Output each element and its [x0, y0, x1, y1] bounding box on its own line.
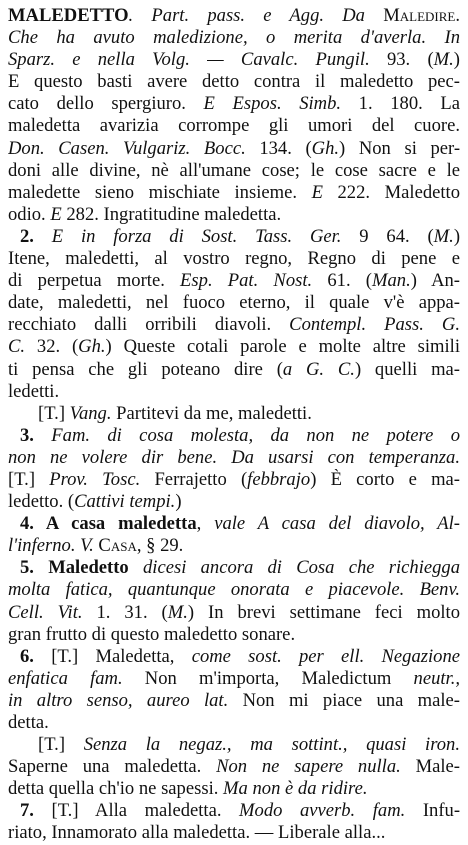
text-run: Partitevi da me, maledetti.	[111, 402, 312, 424]
italic-text: Prov. Tosc.	[49, 468, 141, 490]
text-line	[8, 756, 460, 778]
text-run: )	[175, 491, 182, 513]
italic-text: Sparz. e nella Volg. — Cavalc. Pungil.	[8, 49, 370, 71]
bold-term: 7.	[20, 800, 52, 822]
text-run: [T.] Alla maledetta.	[51, 800, 240, 822]
text-run: Saperne una maledetta.	[8, 756, 217, 778]
text-run: ) Queste cotali parole e molte altre simili	[105, 336, 460, 358]
italic-text: Vang.	[69, 402, 112, 424]
text-run: date, maledetti, nel fuoco eterno, il quale v'è appa-	[8, 292, 460, 314]
italic-text: M.	[433, 225, 454, 247]
italic-text: vale A casa del diavolo, Al-	[214, 513, 460, 535]
text-run: 1. 180. La	[341, 93, 460, 115]
text-line	[8, 93, 460, 115]
text-run: [T.]	[8, 468, 50, 490]
text-line	[8, 535, 460, 557]
text-run: ti pensa che gli poteano dire (	[8, 358, 283, 380]
text-line	[8, 734, 460, 756]
text-line	[8, 822, 460, 844]
text-run: detta quella ch'io ne sapessi.	[8, 778, 224, 800]
text-line	[8, 668, 460, 690]
text-run: 1. 31. (	[82, 601, 168, 623]
text-run: detta.	[8, 712, 49, 733]
italic-text: E Espos. Simb.	[203, 93, 342, 115]
text-run: Non m'importa, Maledictum	[122, 667, 414, 689]
text-run: ) quelli ma-	[354, 358, 460, 380]
italic-text: M.	[167, 601, 188, 623]
text-line	[8, 513, 460, 535]
italic-text: non ne volere dir bene. Da usarsi con temperanza.	[8, 446, 460, 468]
dictionary-entry-maledetto	[8, 5, 460, 845]
text-line	[8, 557, 460, 579]
text-run: 61. (	[312, 270, 372, 292]
text-line	[8, 314, 460, 336]
text-run: 134. (	[245, 137, 312, 159]
text-run: Itene, maledetti, al vostro regno, Regno di pene e	[8, 248, 460, 270]
italic-text: . Part. pass. e Agg. Da	[128, 5, 384, 26]
italic-text: Contempl. Pass. G.	[289, 314, 460, 336]
bold-term: MALEDETTO	[8, 5, 129, 26]
text-line	[8, 602, 460, 624]
text-run: Non mi piace una male-	[228, 689, 460, 711]
italic-text: Cattivi tempi.	[74, 491, 176, 513]
italic-text: Gh.	[78, 336, 106, 358]
text-run: , § 29.	[136, 535, 184, 557]
italic-text: Don. Casen. Vulgariz. Bocc.	[8, 137, 246, 159]
text-run: Infu-	[405, 800, 460, 822]
text-line	[8, 5, 460, 27]
text-line	[8, 49, 460, 71]
text-line	[8, 469, 460, 491]
text-run: maledetta avarizia corrompe gli umori del cuore.	[8, 115, 460, 137]
bold-term: 3.	[20, 424, 52, 446]
text-run: recchiato dalli orribili diavoli.	[8, 314, 290, 336]
text-run: )	[453, 49, 460, 71]
text-run: Ferrajetto (	[140, 468, 248, 490]
text-run: ,	[196, 513, 215, 535]
text-run: 282. Ingratitudine maledetta.	[61, 203, 282, 225]
text-run: maledette sieno mischiate insieme.	[8, 181, 312, 203]
text-line	[8, 115, 460, 137]
italic-text: M.	[433, 49, 454, 71]
text-line	[8, 27, 460, 49]
text-run: cato dello spergiuro.	[8, 93, 204, 115]
italic-text: Che ha avuto maledizione, o merita d'averla. In	[8, 27, 460, 49]
italic-text: Gh.	[311, 137, 340, 159]
bold-term: 2.	[20, 225, 52, 247]
text-line	[8, 292, 460, 314]
text-line	[8, 381, 460, 403]
italic-text: Fam. di cosa molesta, da non ne potere o	[51, 424, 460, 446]
bold-term: 4. A casa maledetta	[20, 513, 197, 535]
text-run: doni alle divine, nè all'umane cose; le cose sacre e le	[8, 159, 460, 181]
text-run: Male-	[400, 756, 460, 778]
small-caps-ref: Maledire	[383, 5, 456, 26]
text-run: [T.]	[38, 734, 84, 756]
italic-text: l'inferno. V.	[8, 535, 99, 557]
text-run: ) Non si per-	[339, 137, 460, 159]
text-line	[8, 359, 460, 381]
text-run: 9 64. (	[341, 225, 434, 247]
italic-text: a G. C.	[282, 358, 355, 380]
text-run: di perpetua morte.	[8, 270, 181, 292]
text-line	[8, 226, 460, 248]
text-line	[8, 712, 460, 734]
small-caps-ref: Casa	[98, 535, 137, 557]
text-line	[8, 403, 460, 425]
italic-text: in altro senso, aureo lat.	[8, 689, 229, 711]
italic-text: E	[311, 181, 323, 203]
text-line	[8, 800, 460, 822]
text-run: ledetti.	[8, 380, 60, 402]
text-line	[8, 138, 460, 160]
italic-text: Modo avverb. fam.	[239, 800, 406, 822]
text-run: 32. (	[25, 336, 79, 358]
italic-text: Senza la negaz., ma sottint., quasi iron.	[83, 734, 460, 756]
text-run: )	[453, 225, 460, 247]
text-run: ) In brevi settimane feci molto	[187, 601, 460, 623]
text-run: odio.	[8, 203, 51, 225]
italic-text: E in forza di Sost. Tass. Ger.	[51, 225, 342, 247]
italic-text: Cell. Vit.	[8, 601, 83, 623]
text-line	[8, 71, 460, 93]
italic-text: neutr.,	[413, 667, 460, 689]
text-line	[8, 778, 460, 800]
text-run: .	[455, 5, 460, 26]
text-line	[8, 624, 460, 646]
italic-text: Ma non è da ridire.	[223, 778, 368, 800]
text-run: ) An-	[410, 270, 460, 292]
italic-text: enfatica fam.	[8, 667, 123, 689]
text-line	[8, 646, 460, 668]
text-line	[8, 425, 460, 447]
text-line	[8, 182, 460, 204]
text-run: ledetto. (	[8, 491, 75, 513]
text-line	[8, 579, 460, 601]
text-line	[8, 160, 460, 182]
text-line	[8, 491, 460, 513]
italic-text: Esp. Pat. Nost.	[180, 270, 313, 292]
text-run: E questo basti avere detto contra il maledetto pec-	[8, 71, 460, 93]
italic-text: E	[50, 203, 62, 225]
text-run: [T.] Maledetta,	[51, 645, 192, 667]
text-run: gran frutto di questo maledetto sonare.	[8, 623, 296, 645]
text-line	[8, 248, 460, 270]
italic-text: molta fatica, quantunque onorata e piacevole. Benv.	[8, 579, 460, 601]
text-line	[8, 270, 460, 292]
text-run: [T.]	[38, 402, 70, 424]
bold-term: 5. Maledetto	[20, 557, 143, 579]
italic-text: C.	[8, 336, 26, 358]
text-run: ) È corto e ma-	[310, 468, 460, 490]
italic-text: febbrajo	[247, 468, 311, 490]
italic-text: come sost. per ell. Negazione	[191, 645, 460, 667]
italic-text: Man.	[372, 270, 411, 292]
text-line	[8, 336, 460, 358]
text-run: 222. Maledetto	[322, 181, 460, 203]
bold-term: 6.	[20, 645, 52, 667]
text-line	[8, 447, 460, 469]
text-run: 93. (	[369, 49, 434, 71]
italic-text: dicesi ancora di Cosa che richiegga	[142, 557, 460, 579]
text-line	[8, 204, 460, 226]
text-line	[8, 690, 460, 712]
italic-text: Non ne sapere nulla.	[216, 756, 401, 778]
text-run: riato, Innamorato alla maledetta. — Liberale alla...	[8, 822, 386, 844]
